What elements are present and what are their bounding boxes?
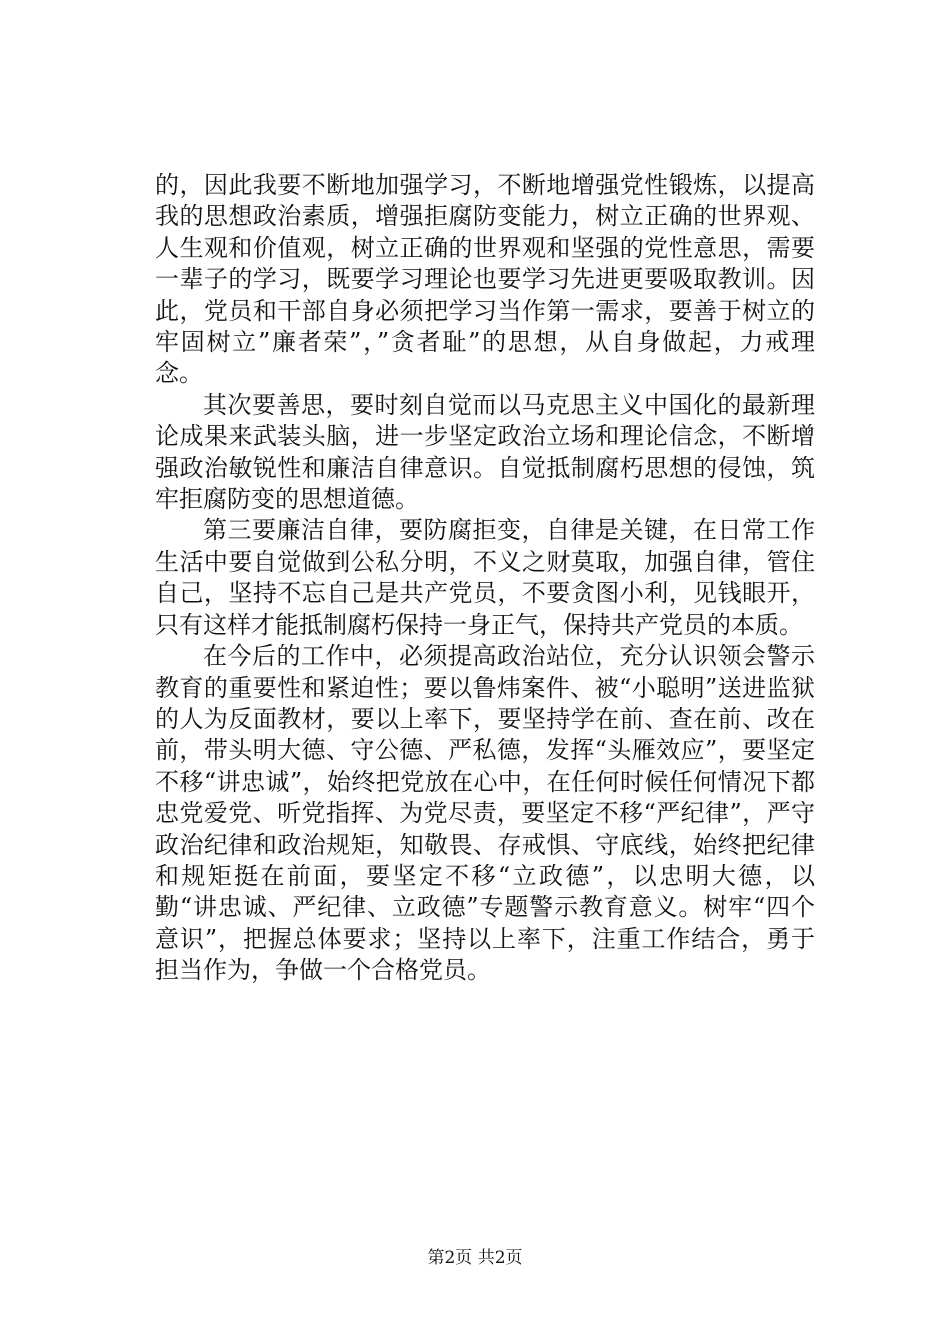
- paragraph-reflection: 其次要善思，要时刻自觉而以马克思主义中国化的最新理论成果来武装头脑，进一步坚定政治立场和理论信念，不断增强政治敏锐性和廉洁自律意识。自觉抵制腐朽思想的侵蚀，筑牢拒腐防变的思想道德。: [155, 390, 815, 514]
- page-number-footer: 第2页 共2页: [427, 1248, 523, 1268]
- paragraph-self-discipline: 第三要廉洁自律，要防腐拒变，自律是关键，在日常工作生活中要自觉做到公私分明，不义之财莫取，加强自律，管住自己，坚持不忘自己是共产党员，不要贪图小利，见钱眼开，只有这样才能抵制腐朽保持一身正气，保持共产党员的本质。: [155, 516, 815, 639]
- paragraph-future-work: 在今后的工作中，必须提高政治站位，充分认识领会警示教育的重要性和紧迫性；要以鲁炜案件、被“小聪明”送进监狱的人为反面教材，要以上率下，要坚持学在前、查在前、改在前，带头明大德、守公德、严私德，发挥“头雁效应”，要坚定不移“讲忠诚”，始终把党放在心中，在任何时候任何情况下都忠党爱党、听党指挥、为党尽责，要坚定不移“严纪律”，严守政治纪律和政治规矩，知敬畏、存戒惧、守底线，始终把纪律和规矩挺在前面，要坚定不移“立政德”，以忠明大德，以勤“讲忠诚、严纪律、立政德”专题警示教育意义。树牢“四个意识”，把握总体要求；坚持以上率下，注重工作结合，勇于担当作为，争做一个合格党员。: [155, 642, 815, 985]
- document-body: [155, 170, 815, 987]
- paragraph-continuation: 的，因此我要不断地加强学习，不断地增强党性锻炼，以提高我的思想政治素质，增强拒腐防变能力，树立正确的世界观、人生观和价值观，树立正确的世界观和坚强的党性意思，需要一辈子的学习，既要学习理论也要学习先进更要吸取教训。因此，党员和干部自身必须把学习当作第一需求，要善于树立的牢固树立”廉者荣”，”贪者耻”的思想，从自身做起，力戒理念。: [155, 171, 815, 388]
